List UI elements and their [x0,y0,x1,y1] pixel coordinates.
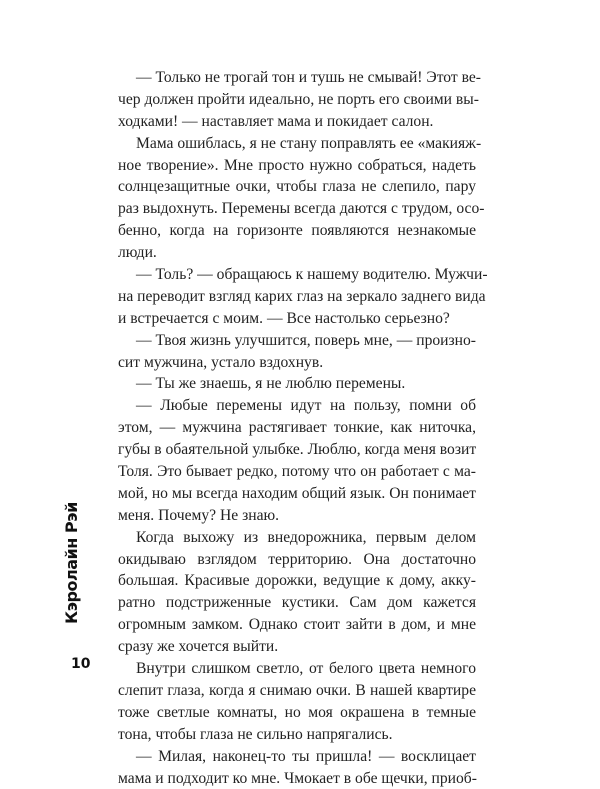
text-line: на переводит взгляд карих глаз на зеркало заднего вида [118,286,476,308]
text-line: тоже светлые комнаты, но моя окрашена в темные [118,702,476,724]
text-line: ное творение». Мне просто нужно собраться, надеть [118,155,476,177]
text-line: тона, чтобы глаза не сильно напрягались. [118,724,476,746]
text-line: Мама ошиблась, я не стану поправлять ее «макияж- [118,133,476,155]
text-line: Толя. Это бывает редко, потому что он работает с ма- [118,461,476,483]
running-head-author: Кэролайн Рэй [62,502,81,624]
text-line: солнцезащитные очки, чтобы глаза не слепило, пару [118,176,476,198]
text-line: большая. Красивые дорожки, ведущие к дому, акку- [118,570,476,592]
text-line: — Толь? — обращаюсь к нашему водителю. Мужчи- [118,264,476,286]
text-line: этом, — мужчина растягивает тонкие, как ниточка, [118,417,476,439]
text-line: Внутри слишком светло, от белого цвета немного [118,658,476,680]
text-line: — Ты же знаешь, я не люблю перемены. [118,373,476,395]
text-line: Когда выхожу из внедорожника, первым делом [118,527,476,549]
text-line: бенно, когда на горизонте появляются незнакомые [118,220,476,242]
text-line: люди. [118,242,476,264]
text-line: и встречается с моим. — Все настолько серьезно? [118,308,476,330]
text-line: — Только не трогай тон и тушь не смывай! Этот ве- [118,67,476,89]
text-line: окидываю взглядом территорию. Она достаточно [118,549,476,571]
text-line: мой, но мы всегда находим общий язык. Он понимает [118,483,476,505]
text-line: — Любые перемены идут на пользу, помни об [118,395,476,417]
text-line: — Твоя жизнь улучшится, поверь мне, — произно- [118,330,476,352]
body-text [118,67,476,789]
text-line: сит мужчина, устало вздохнув. [118,352,476,374]
text-line: мама и подходит ко мне. Чмокает в обе щечки, приоб- [118,768,476,789]
text-line: ратно подстриженные кустики. Сам дом кажется [118,592,476,614]
text-line: раз выдохнуть. Перемены всегда даются с трудом, осо- [118,198,476,220]
text-line: сразу же хочется выйти. [118,636,476,658]
text-line: — Милая, наконец-то ты пришла! — восклицает [118,746,476,768]
text-line: слепит глаза, когда я снимаю очки. В нашей квартире [118,680,476,702]
page-number: 10 [71,656,90,672]
text-line: меня. Почему? Не знаю. [118,505,476,527]
text-line: губы в обаятельной улыбке. Люблю, когда меня возит [118,439,476,461]
text-line: чер должен пройти идеально, не порть его своими вы- [118,89,476,111]
text-line: огромным замком. Однако стоит зайти в дом, и мне [118,614,476,636]
text-line: ходками! — наставляет мама и покидает салон. [118,111,476,133]
